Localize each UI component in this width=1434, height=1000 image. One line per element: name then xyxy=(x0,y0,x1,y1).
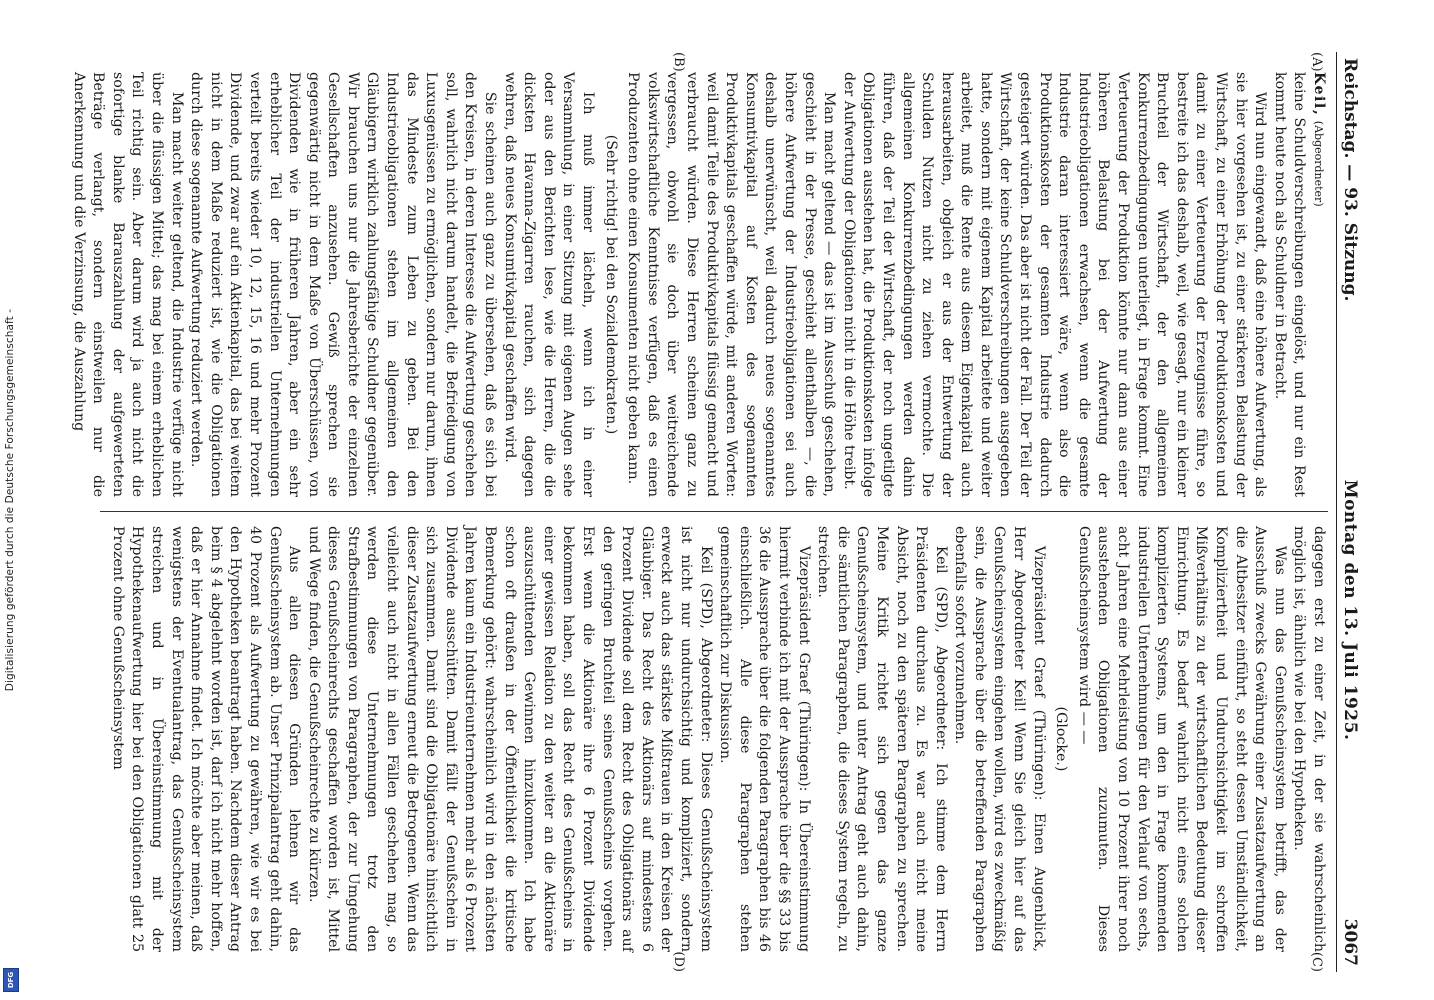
speaker-heading-left xyxy=(1308,72,1328,497)
margin-marker-c: (C) xyxy=(1309,951,1324,972)
printed-page xyxy=(70,52,1362,972)
right-column xyxy=(100,512,1328,972)
right-paragraph: Keil (SPD), Abgeordneter: Ich stimme dem Herrn Präsidenten durchaus zu. Es war auch nicht meine Absicht, noch zu den späteren Paragraphen zu sprechen. Meine Kritik richtet sich gegen das ganze Genußscheinsystem, und unter Antrag geht auch dahin, die sämtlichen Paragraphen, die dieses System regeln, zu streichen. xyxy=(815,526,949,952)
right-paragraph: Aus allen diesen Gründen lehnen wir das Genußscheinsystem ab. Unser Prinzipalantrag geht dahin, 40 Prozent als Aufwertung zu gewähren, wie wir es bei den Hypotheken beantragt haben. Nachdem dieser Antrag beim § 4 abgelehnt worden ist, darf ich nicht mehr hoffen, daß er hier Annahme findet. Ich möchte aber meinen, daß wenigstens der Eventualantrag, das Genußscheinsystem streichen und in Übereinstimmung mit der Hypothekenaufwertung hier bei den Obligationen glatt 25 Prozent ohne Genußscheinsystem xyxy=(109,526,303,952)
left-paragraph: keine Schuldverschreibungen eingelöst, und nur ein Rest kommt heute noch als Schuldner in Betracht. xyxy=(1271,72,1308,497)
right-paragraph: Vizepräsident Graef (Thüringen): Einen Augenblick, Herr Abgeordneter Keil! Wenn Sie gleich hier auf das Genußscheinsystem eingehen wollen, wird es zweckmäßig sein, die Aussprache über die betreffenden Paragraphen ebenfalls sofort vorzunehmen. xyxy=(952,526,1047,952)
margin-marker-d: (D) xyxy=(671,951,686,972)
page-header xyxy=(1336,52,1362,972)
text-columns xyxy=(70,52,1328,972)
speaker-role: (Abgeordneter) xyxy=(1312,120,1325,207)
right-paragraph: Was nun das Genußscheinsystem betrifft, das der Ausschuß zwecks Gewährung einer Zusatzaufwertung an die Altbesitzer einführt, so steht dessen Umständlichkeit, Kompliziertheit und Undurchsichtigkeit im schroffen Mißverhältnis zu der wirtschaftlichen Bedeutung dieser Einrichtung. Es bedarf wahrlich nicht eines solchen komplizierten Systems, um den in Frage kommenden industriellen Unternehmungen für den Verlauf von sechs, acht Jahren eine Mehrleistung von 10 Prozent ihrer noch ausstehenden Obligationen zuzumuten. Dieses Genußscheinsystem wird — — xyxy=(1075,526,1288,952)
margin-marker-a: (A) xyxy=(1309,52,1324,72)
left-column xyxy=(70,52,1328,512)
digitization-credit-strip xyxy=(2,0,18,1000)
right-paragraph: Keil (SPD), Abgeordneter: Dieses Genußscheinsystem ist nicht nur undurchsichtig und kompliziert, sondern erweckt auch das stärkste Mißtrauen in den Kreisen der Gläubiger. Das Recht des Aktionärs auf mindestens 6 Prozent Dividende soll dem Recht des Obligationärs auf den geringen Bruchteil seines Genußscheins vorgehen. Erst wenn die Aktionäre ihre 6 Prozent Dividende bekommen haben, soll das Recht des Genußscheins in einer gewissen Relation zu den weiter an die Aktionäre auszuschüttenden Gewinnen hinzukommen. Ich habe schon oft draußen in der Öffentlichkeit die kritische Bemerkung gehört: wahrscheinlich wird in den nächsten Jahren kaum ein Industrieunternehmen mehr als 6 Prozent Dividende ausschütten. Damit fällt der Genußschein in sich zusammen. Damit sind die Obligationäre hinsichtlich dieser Zusatzaufwertung erneut die Betrogenen. Wenn das vielleicht auch nicht in allen Fällen geschehen mag, so werden diese Unternehmungen trotz den Strafbestimmungen von Paragraphen, der zur Umgehung dieses Genußscheinrechts geschaffen worden ist, Mittel und Wege finden, die Genußscheinrechte zu kürzen. xyxy=(305,526,714,953)
left-paragraph: Wird nun eingewandt, daß eine höhere Aufwertung, als sie hier vorgesehen ist, zu einer stärkeren Belastung der Wirtschaft, zu einer Erhöhung der Produktionskosten und damit zu einer Verteuerung der Erzeugnisse führe, so bestreite ich das deshalb, weil, wie gesagt, nur ein kleiner Bruchteil der Wirtschaft, der den allgemeinen Konkurrenzbedingungen unterliegt, in Frage kommt. Eine Verteuerung der Produktion könnte nur dann aus einer höheren Belastung bei der Aufwertung der Industrieobligationen erwachsen, wenn die gesamte Industrie daran interessiert wäre, wenn also die Produktionskosten der gesamten Industrie dadurch gesteigert würden. Das aber ist nicht der Fall. Der Teil der Wirtschaft, der keine Schuldverschreibungen ausgegeben hatte, sondern mit eigenem Kapital arbeitete und weiter arbeitet, muß die Rente aus diesem Eigenkapital auch herausarbeiten, obgleich er aus der Entwertung der Schulden Nutzen nicht zu ziehen vermochte. Die allgemeinen Konkurrenzbedingungen werden dahin führen, daß der Teil der Wirtschaft, der noch ungetilgte Obligationen ausstehen hat, die Produktionskosten infolge der Aufwertung der Obligationen nicht in die Höhe treibt. xyxy=(840,72,1269,497)
header-session: Reichstag. — 93. Sitzung. xyxy=(1340,58,1360,302)
margin-marker-b: (B) xyxy=(671,52,686,72)
interjection: (Sehr richtig! bei den Sozialdemokraten.) xyxy=(602,134,619,435)
left-paragraph: Sie scheinen auch ganz zu übersehen, daß es sich bei den Kreisen, in deren Interesse die Aufwertung geschehen soll, wahrlich nicht darum handelt, die Befriedigung von Luxusgenüssen zu ermöglichen, sondern nur darum, ihnen das Mindeste zum Leben zu geben. Bei den Industrieobligationen stehen im allgemeinen den Gläubigern wirklich zahlungsfähige Schuldner gegenüber. Wir brauchen uns nur die Jahresberichte der einzelnen Gesellschaften anzusehen. Gewiß sprechen sie gegenwärtig nicht in dem Maße von Überschüssen, von Dividenden wie in früheren Jahren, aber ein sehr erheblicher Teil der industriellen Unternehmungen verteilt bereits wieder 10, 12, 15, 16 und mehr Prozent Dividende, und zwar auf ein Aktienkapital, das bei weitem nicht in dem Maße reduziert ist, wie die Obligationen durch diese sogenannte Aufwertung reduziert werden. xyxy=(188,72,499,497)
speaker-name: Keil, xyxy=(1311,72,1327,117)
dfg-logo-label: DFG xyxy=(7,971,15,989)
digitization-credit-text: Digitalisierung gefördert durch die Deutsche Forschungsgemeinschaft - xyxy=(4,308,16,692)
left-paragraph: Ich muß immer lächeln, wenn ich in einer Versammlung, in einer Sitzung mit eigenen Augen sehe oder aus den Berichten lese, wie die Herren, die die dicksten Havanna-Zigarren rauchen, sich dagegen wehren, daß neues Konsumtivkapital geschaffen wird. xyxy=(501,72,597,497)
speaker-role-text: Abgeordneter xyxy=(1312,125,1325,203)
header-page-number: 3067 xyxy=(1340,918,1360,966)
dfg-logo-icon xyxy=(3,968,19,992)
right-paragraph: dagegen erst zu einer Zeit, in der sie wahrscheinlich möglich ist, ähnlich wie bei den Hypotheken. xyxy=(1291,526,1327,952)
bell-interjection: (Glocke.) xyxy=(1053,706,1070,772)
left-paragraph: Man macht weiter geltend, die Industrie verfüge nicht über die flüssigen Mittel; das mag bei einem erheblichen Teil richtig sein. Aber darum wird ja auch nicht die sofortige blanke Barauszahlung der aufgewerteten Beträge verlangt, sondern einstweilen nur die Anerkennung und die Verzinsung, die Auszahlung xyxy=(70,72,185,497)
left-paragraph: Man macht geltend — das ist im Ausschuß geschehen, geschieht in der Presse, geschieht allenthalben —, die höhere Aufwertung der Industrieobligationen sei auch deshalb unerwünscht, weil dadurch neues sogenanntes Konsumtivkapital auf Kosten des sogenannten Produktivkapitals geschaffen würde, mit anderen Worten: weil damit Teile des Produktivkapitals flüssig gemacht und verbraucht würden. Diese Herren scheinen ganz zu vergessen, obwohl sie doch über weitreichende volkswirtschaftliche Kenntnisse verfügen, daß es einen Produzenten ohne einen Konsumenten nicht geben kann. xyxy=(625,72,838,497)
scanned-page-area xyxy=(70,52,1362,972)
header-date: Montag den 13. Juli 1925. xyxy=(1340,479,1360,741)
right-paragraph: Vizepräsident Graef (Thüringen): In Übereinstimmung hiermit verbinde ich mit der Aussprache über die §§ 33 bis 36 die Aussprache über die folgenden Paragraphen bis 46 einschließlich. Alle diese Paragraphen stehen gemeinschaftlich zur Diskussion. xyxy=(717,526,812,952)
